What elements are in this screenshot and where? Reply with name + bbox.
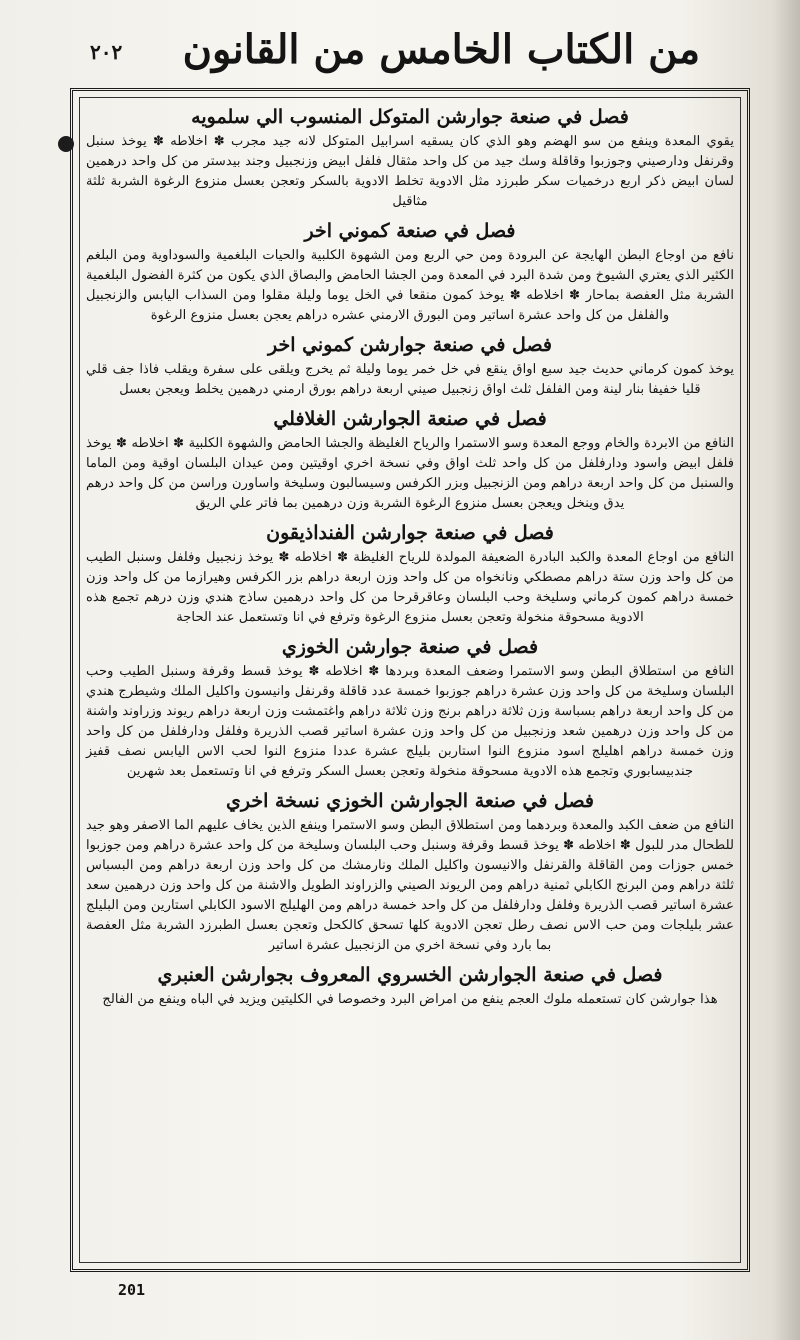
running-header (60, 22, 740, 82)
section-heading: فصل في صنعة كموني اخر (304, 220, 516, 242)
section-paragraph: النافع من اوجاع المعدة والكبد البادرة الضعيفة المولدة للرياح الغليظة ✽ اخلاطه ✽ يوخذ زنجبيل وفلفل وسنبل الطيب من كل واحد وزن ستة دراهم مصطكي ونانخواه من كل واحد وزن اربعة دراهم بزر الكرفس وهيرازما من كل واحد وزن خمسة دراهم كمون كرماني وسليخة وحب البلسان وعاقرقرحا من كل واحد درهمين ساذج هندي وزن درهم تجمع هذه الادوية مسحوقة منخولة وتعجن بعسل منزوع الرغوة وترفع في انا وتستعمل عند الحاجة (86, 550, 734, 625)
section-heading: فصل في صنعة جوارشن الفنداذيقون (266, 522, 554, 544)
running-header-title: من الكتاب الخامس من القانون (182, 26, 700, 73)
section-mutawakkil (80, 104, 740, 212)
section-paragraph: النافع من استطلاق البطن وسو الاستمرا وضعف المعدة وبردها ✽ اخلاطه ✽ يوخذ قسط وقرفة وسنبل الطيب وحب البلسان وسليخة من كل واحد وزن عشرة دراهم جوزبوا خمسة عدد قاقلة وقرنفل وانيسون واكليل الملك وشيطرج هندي من كل واحد اربعة دراهم بسباسة وزن ثلاثة دراهم برنج وزن ثلاثة دراهم واغتمشت وزن اربعة دراهم ريوند وزراوند واشنة من كل واحد وزن درهمين شعد وزنجبيل من كل واحد وزن عشرة اساتير قصب الذريرة وفلفل ودارفلفل من كل واحد وزن خمسة دراهم اهليلج اسود منزوع النوا استاربن بليلج عشرة عددا منزوع النوا لحب الاس اليابس نصف قفيز جندبيسابوري وتجمع هذه الادوية مسحوقة منخولة وتعجن بعسل السكر وترفع في انا وتستعمل بعد شهرين (86, 664, 734, 779)
section-heading: فصل في صنعة الجوارشن الخوزي نسخة اخري (225, 790, 595, 812)
section-paragraph: يقوي المعدة وينفع من سو الهضم وهو الذي كان يسقيه اسرابيل المتوكل لانه جيد مجرب ✽ اخلاطه ✽ يوخذ سنبل وقرنفل ودارصيني وجوزبوا وقاقلة وسك جيد من كل واحد مثقال فلفل ابيض وزنجبيل وجند بيدستر من كل واحد درهمين لسان ابيض ذكر اربع درخميات سكر طبرزد مثل الادوية تخلط الادوية بالسكر وتعجن بعسل منزوع الرغوة الشربة ثلثة مثاقيل (86, 134, 734, 209)
section-paragraph: يوخذ كمون كرماني حديث جيد سبع اواق ينقع في خل خمر يوما وليلة ثم يخرج ويلقى على سفرة ويقلب فاذا جف قلي قليا خفيفا بنار لينة ومن الفلفل ثلث اواق زنجبيل صيني اربعة دراهم بورق ارمني درهمين يخلط ويعجن بعسل (86, 362, 734, 397)
section-fandadhiqun (80, 520, 740, 628)
main-text (80, 100, 740, 1268)
section-paragraph: نافع من اوجاع البطن الهايجة عن البرودة ومن حي الربع ومن الشهوة الكلبية والحيات البلغمية والسوداوية ومن البلغم الكثير الذي يعتري الشيوخ ومن شدة البرد في المعدة ومن الجشا الحامض والبصاق الذي يكون من كثرة الفضول البلغمية الشربة مثل العفصة بماحار ✽ اخلاطه ✽ يوخذ كمون منقعا في الخل يوما وليلة مقلوا ومن السذاب اليابس والزنجبيل والفلفل من كل واحد عشرة اساتير ومن البورق الارمني عشره دراهم يعجن بعسل منزوع الرغوة (86, 248, 734, 323)
header-page-number: ٢٠٢ (90, 40, 123, 64)
section-heading: فصل في صنعة جوارشن المتوكل المنسوب الي سلمويه (191, 106, 629, 128)
section-heading: فصل في صنعة الجوارشن الخسروي المعروف بجوارشن العنبري (157, 964, 663, 986)
section-paragraph: هذا جوارشن كان تستعمله ملوك العجم ينفع من امراض البرد وخصوصا في الكليتين ويزيد في الباه وينفع من الفالج (102, 992, 718, 1007)
section-jawarish-kammuni (80, 332, 740, 400)
footer-page-number: 201 (118, 1281, 146, 1299)
section-paragraph: النافع من ضعف الكبد والمعدة وبردهما ومن استطلاق البطن وسو الاستمرا وينفع الذين يخاف عليهم الما الاصفر وهو جيد للطحال مدر للبول ✽ اخلاطه ✽ يوخذ قسط وقرفة وسنبل وحب البلسان وسليخة من كل واحد عشرة دراهم ومن جوزبوا خمس جوزات ومن القاقلة والقرنفل والانيسون واكليل الملك ونارمشك من كل واحد وزن اربعة دراهم ومن البسباس ثلثة دراهم ومن البرنج الكابلي ثمنية دراهم ومن الريوند الصيني والزراوند الطويل والاشنة من كل واحد وزن درهمين سعد عشرة اساتير قصب الذريرة وفلفل ودارفلفل من كل واحد خمسة دراهم ومن الهليلج الاسود الكابلي استارين ومن البليلج عشر بليلجات ومن حب الاس نصف رطل تعجن الادوية كلها تسحق كالكحل وتعجن بعسل الطبرزد الشربة مثل العفصة بما بارد وفي نسخة اخري من الزنجبيل عشرة اساتير (86, 818, 734, 953)
section-khuzi-variant (80, 788, 740, 956)
section-khusrawi (80, 962, 740, 1010)
section-heading: فصل في صنعة الجوارشن الغلافلي (273, 408, 547, 430)
section-heading: فصل في صنعة جوارشن الخوزي (281, 636, 539, 658)
section-khuzi (80, 634, 740, 782)
spine-shadow (772, 0, 800, 1340)
section-paragraph: النافع من الابردة والخام ووجع المعدة وسو الاستمرا والرياح الغليظة والجشا الحامض والشهوة الكلبية ✽ اخلاطه ✽ يوخذ فلفل ابيض واسود ودارفلفل من كل واحد ثلث اواق وفي نسخة اخري اوقيتين ومن عيدان البلسان اوقية ومن الماما والسنبل من كل واحد اربعة دراهم ومن الزنجبيل وبزر الكرفس وسيسالبون وسليخة واساورن وراسن من كل واحد درهم يدق وينخل ويعجن بعسل منزوع الرغوة الشربة وزن درهمين بما فاتر علي الريق (86, 436, 734, 511)
section-heading: فصل في صنعة جوارشن كموني اخر (267, 334, 553, 356)
section-kammuni (80, 218, 740, 326)
section-falafili (80, 406, 740, 514)
